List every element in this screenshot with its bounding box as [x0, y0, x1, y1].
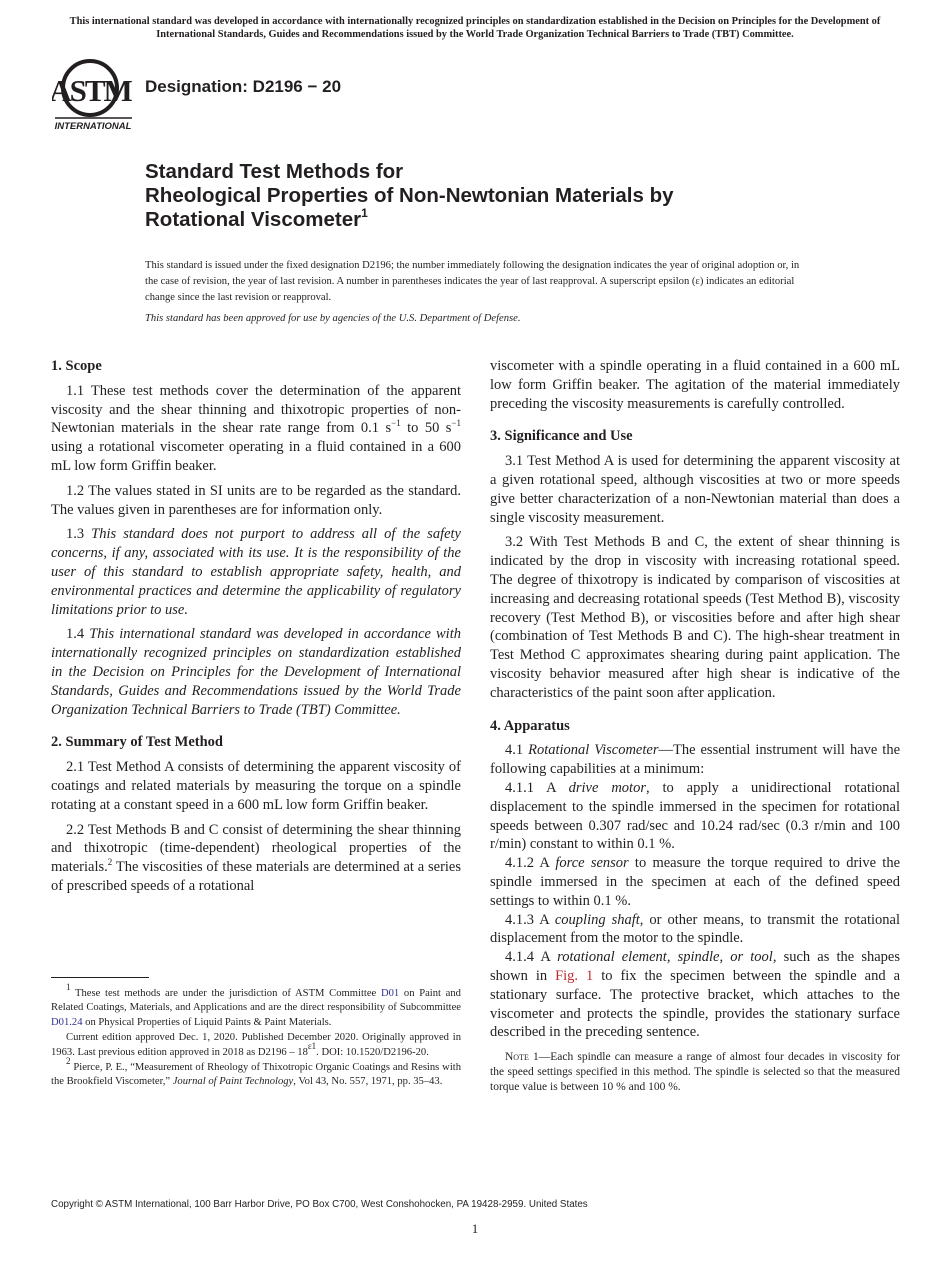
para-2-2: 2.2 Test Methods B and C consist of determining the shear thinning and thixotropic (time-dependent) rheological properties of the materials.$^2$ The viscosities of these materials are determined at a series of prescribed speeds of a rotational: [51, 821, 461, 894]
fig-1-link[interactable]: Fig. 1: [555, 967, 594, 984]
footnote-divider: [51, 977, 149, 978]
para-1-4: 1.4 This international standard was developed in accordance with internationally recognized principles on standardization established in the Decision on Principles for the Development of International Standards, Guides and Recommendations issued by the World Trade Organization Technical Barriers to Trade (TBT) Committee.: [51, 626, 461, 718]
para-4-1-1: 4.1.1 A drive motor, to apply a unidirectional rotational displacement to the spindle immersed in the specimen for rotational speeds between 0.307 rad/sec and 10.24 rad/sec (0.3 r/min and 100 r/min) constant to within 0.1 %.: [490, 779, 901, 853]
para-4-1-3: 4.1.3 A coupling shaft, or other means, to transmit the rotational displacement from the motor to the spindle.: [490, 911, 900, 947]
footnotes: [51, 982, 461, 1091]
svg-text:ASTM: ASTM: [52, 73, 131, 108]
astm-logo-mark-icon: [52, 57, 136, 133]
para-4-1: 4.1 Rotational Viscometer—The essential instrument will have the following capabilities at a minimum:: [490, 742, 901, 778]
para-1-1: 1.1 These test methods cover the determination of the apparent viscosity and the shear thinning and thixotropic properties of non-Newtonian materials in the shear rate range from 0.1 $s^{-1}$ to 50 $s^{-1}$ using a rotational viscometer operating in a fluid contained in a 600 mL low form Griffin beaker.: [51, 382, 461, 474]
logo-wordmark: INTERNATIONAL: [54, 121, 132, 132]
section-3-heading: 3. Significance and Use: [490, 428, 633, 445]
page-title: [145, 160, 845, 232]
title-line-1: Standard Test Methods for: [145, 160, 404, 183]
astm-logo: [52, 57, 136, 133]
para-2-1: 2.1 Test Method A consists of determining the apparent viscosity of coatings and related materials by measuring the torque on a spindle rotating at a constant speed in a 600 mL low form Griffin beaker.: [51, 759, 461, 813]
section-4-heading: 4. Apparatus: [490, 717, 570, 734]
subcommittee-d01-24-link[interactable]: D01.24: [51, 1016, 83, 1028]
footnote-2: $^2$ Pierce, P. E., “Measurement of Rheology of Thixotropic Organic Coatings and Resins with the Brookfield Viscometer,” Journal of Paint Technology, Vol 43, No. 557, 1971, pp. 35–43.: [51, 1056, 461, 1088]
footnote-1: $^1$ These test methods are under the jurisdiction of ASTM Committee D01 on Paint and Related Coatings, Materials, and Applications and are the direct responsibility of Subcommittee D01.24 on Physical Properties of Liquid Paints & Paint Materials.: [51, 982, 461, 1028]
para-1-3: 1.3 This standard does not purport to address all of the safety concerns, if any, associated with its use. It is the responsibility of the user of this standard to establish appropriate safety, health, and environmental practices and determine the applicability of regulatory limitations prior to use.: [51, 526, 461, 618]
title-line-2: Rheological Properties of Non-Newtonian Materials by: [145, 184, 674, 207]
title-footnote-mark: 1: [361, 206, 368, 220]
para-4-1-2: 4.1.2 A force sensor to measure the torque required to drive the spindle immersed in the specimen at each of the defined speed settings to within 0.1 %.: [490, 855, 901, 909]
left-column: [51, 357, 461, 902]
section-1-heading: 1. Scope: [51, 358, 102, 374]
title-line-3-text: Rotational Viscometer: [145, 208, 362, 231]
right-column: [490, 357, 900, 1095]
tbt-notice: This international standard was developed in accordance with internationally recognized principles on standardization established in the Decision on Principles for the Development of International Standards, Guides and Recommendations issued by the World Trade Organization Technical Barriers to Trade (TBT) Committee.: [69, 16, 881, 40]
edition-note: Current edition approved Dec. 1, 2020. Published December 2020. Originally approved in 1963. Last previous edition approved in 2018 as $D2196 - 18^{\varepsilon 1}$. DOI: 10.1520/D2196-20.: [51, 1032, 461, 1058]
para-3-2: 3.2 With Test Methods B and C, the extent of shear thinning is indicated by the drop in viscosity with increasing rotational speed. The degree of thixotropy is indicated by comparison of viscosities at increasing and decreasing rotational speeds (Test Method B), viscosity recovery (Test Method B), or viscosities before and after high shear (combination of Test Methods B and C). The high-shear treatment in Test Method C approximates shearing during paint application. The viscosity behavior measured after high shear is indicative of the characteristics of the paint soon after application.: [490, 534, 900, 701]
page-number: 1: [471, 1221, 479, 1236]
para-4-1-4: 4.1.4 A rotational element, spindle, or tool, such as the shapes shown in Fig. 1 to fix the specimen between the spindle and a stationary surface. The protective bracket, which attaches to the viscometer and protects the spindle, provides the stationary surface described in the preceding sentence.: [490, 949, 900, 1041]
para-1-2: 1.2 The values stated in SI units are to be regarded as the standard. The values given in parentheses are for information only.: [51, 482, 461, 518]
copyright: Copyright © ASTM International, 100 Barr Harbor Drive, PO Box C700, West Conshohocken, PA 19428-2959. United States: [51, 1199, 588, 1210]
designation: Designation: D2196 − 20: [145, 77, 342, 96]
para-2-2-continued: viscometer with a spindle operating in a fluid contained in a 600 mL low form Griffin beaker. The agitation of the material immediately preceding the viscosity measurements is carefully controlled.: [490, 358, 900, 412]
note-1: Note 1—Each spindle can measure a range of almost four decades in viscosity for the speed settings specified in this method. The spindle is selected so that the measured torque value is between 10 % and 100 %.: [490, 1051, 900, 1094]
section-2-heading: 2. Summary of Test Method: [51, 734, 223, 751]
dod-approval-note: This standard has been approved for use by agencies of the U.S. Department of Defense.: [145, 313, 521, 324]
title-line-3: [145, 208, 845, 232]
committee-d01-link[interactable]: D01: [380, 988, 400, 999]
para-3-1: 3.1 Test Method A is used for determining the apparent viscosity at a given rotational speed, although viscosities at two or more speeds give better characterization of a non-Newtonian material than does a single viscosity measurement.: [490, 453, 900, 526]
issued-note: This standard is issued under the fixed designation D2196; the number immediately following the designation indicates the year of original adoption or, in the case of revision, the year of last revision. A number in parentheses indicates the year of last reapproval. A superscript epsilon (ε) indicates an editorial change since the last revision or reapproval.: [145, 260, 800, 303]
